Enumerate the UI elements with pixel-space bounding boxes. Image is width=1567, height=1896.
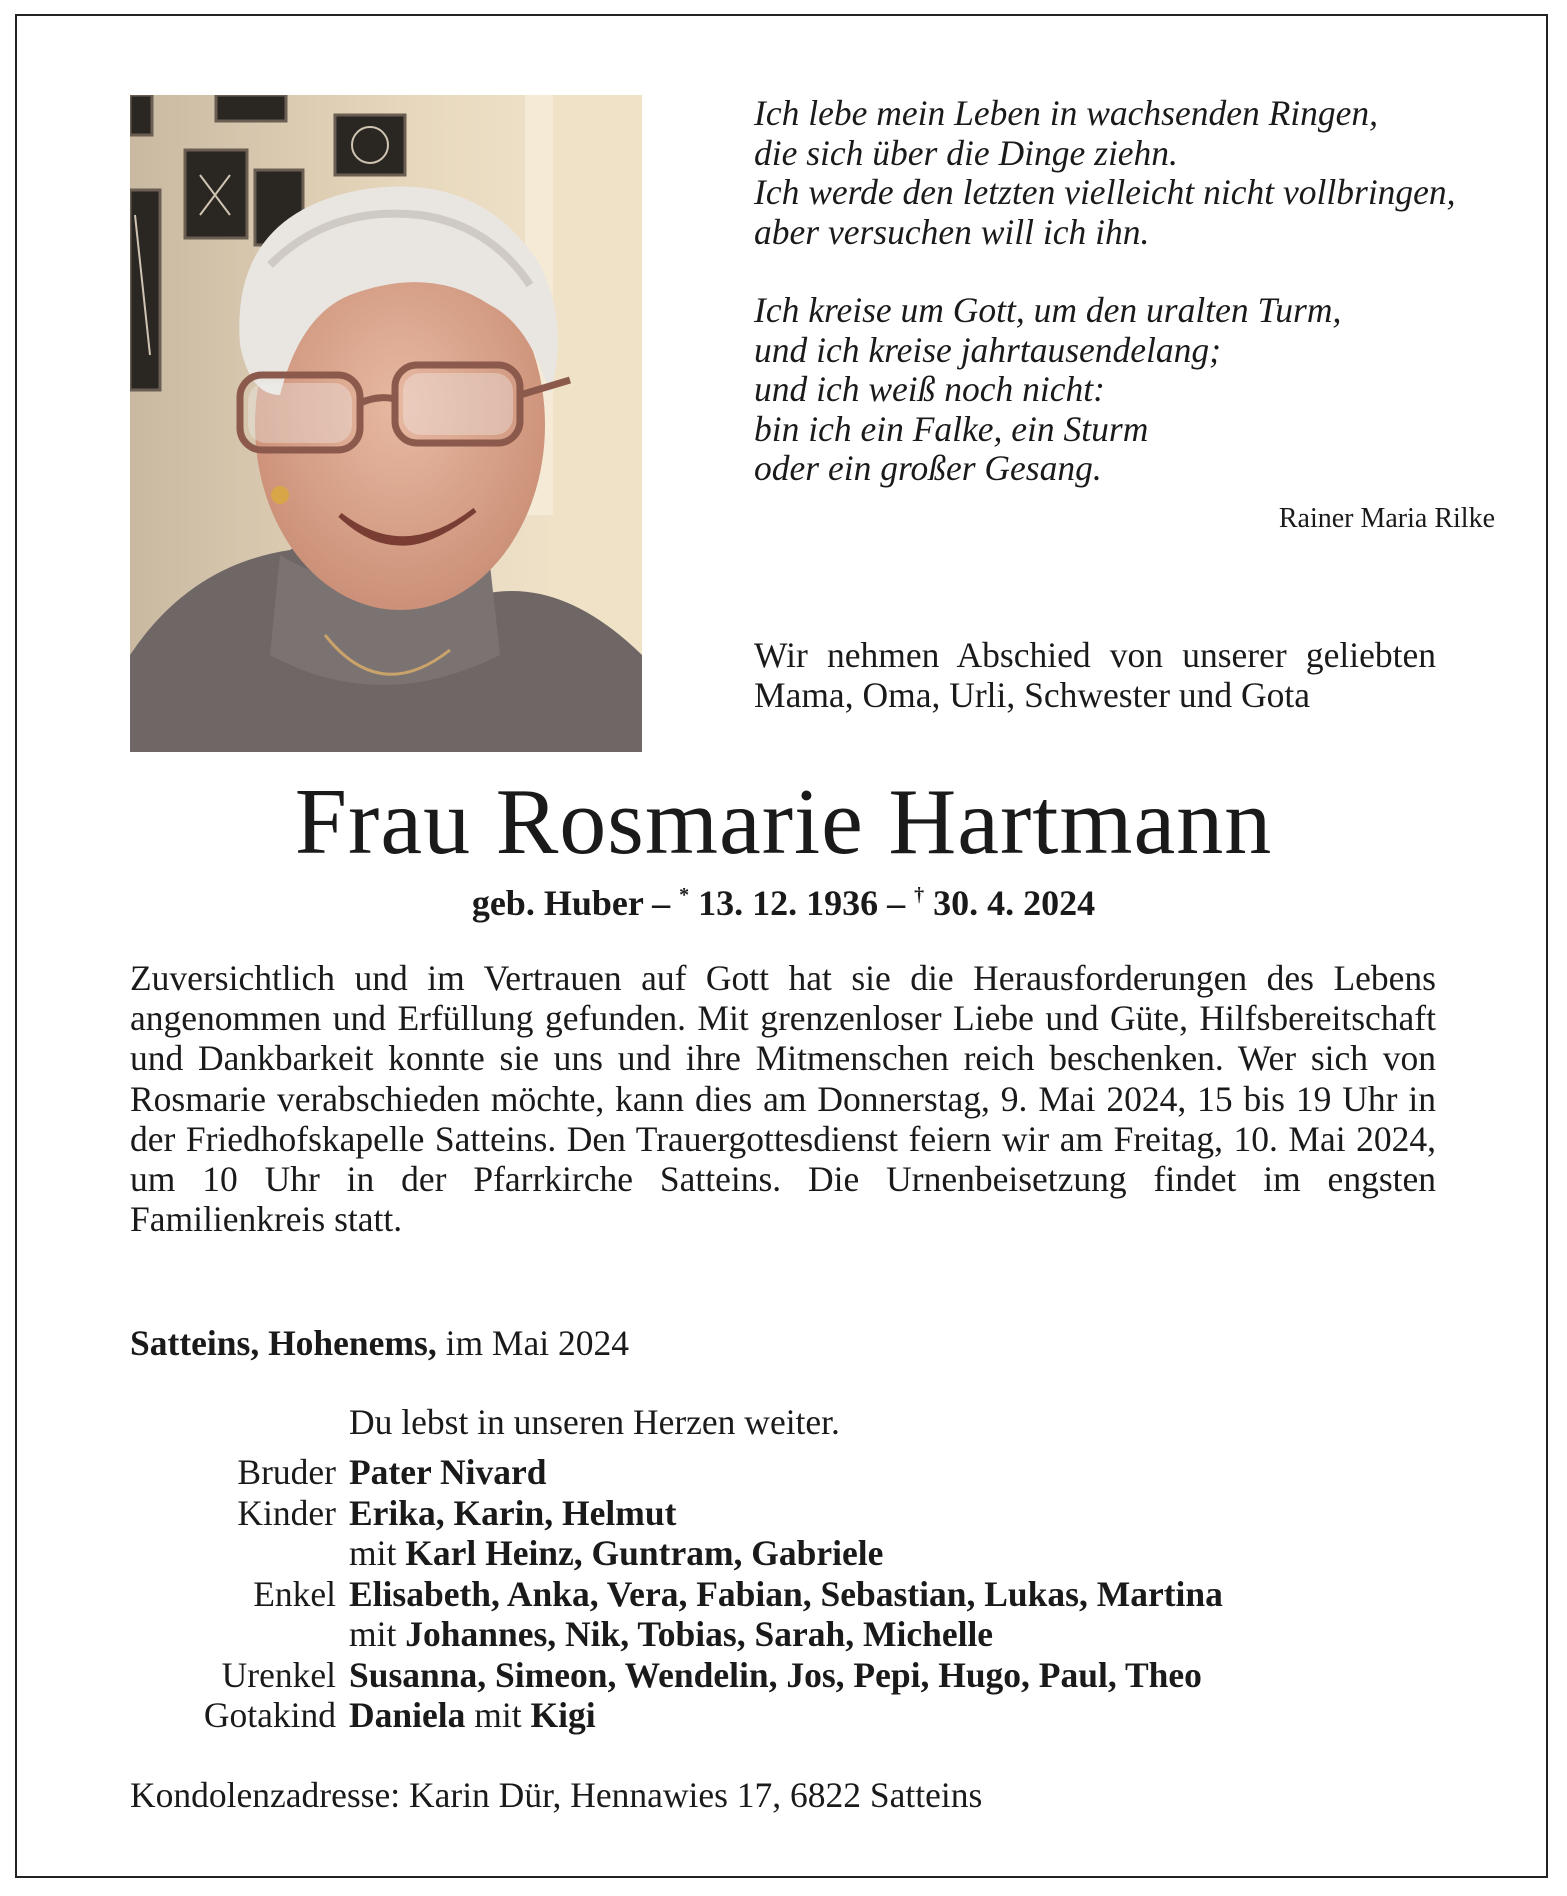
family-relation: Urenkel	[221, 1654, 336, 1695]
condolence-address: Kondolenzadresse: Karin Dür, Hennawies 17, 6822 Satteins	[130, 1775, 983, 1815]
poem-line: Ich lebe mein Leben in wachsenden Ringen,	[754, 93, 1379, 133]
family-relation: Enkel	[253, 1573, 336, 1614]
life-dates	[0, 882, 1567, 924]
death-symbol: †	[914, 884, 925, 906]
family-relation: Bruder	[237, 1452, 336, 1492]
poem-line: und ich weiß noch nicht:	[754, 369, 1105, 409]
poem-line: die sich über die Dinge ziehn.	[754, 132, 1178, 173]
family-row	[0, 1533, 1567, 1574]
deceased-name: Frau Rosmarie Hartmann	[294, 770, 1273, 874]
birth-date: 13. 12. 1936	[689, 883, 879, 923]
farewell-text: Wir nehmen Abschied von unserer geliebten Mama, Oma, Urli, Schwester und Gota	[754, 635, 1436, 715]
family-names: Kigi	[530, 1695, 596, 1735]
poem-line: bin ich ein Falke, ein Sturm	[754, 408, 1149, 449]
family-row	[0, 1655, 1567, 1696]
family-relation: Kinder	[237, 1492, 336, 1533]
poem-author: Rainer Maria Rilke	[1278, 503, 1495, 534]
family-names: Elisabeth, Anka, Vera, Fabian, Sebastian, Lukas, Martina	[349, 1573, 1223, 1614]
family-names: Susanna, Simeon, Wendelin, Jos, Pepi, Hugo, Paul, Theo	[349, 1654, 1202, 1695]
death-date: 30. 4. 2024	[924, 883, 1096, 923]
family-names: Erika, Karin, Helmut	[349, 1492, 677, 1533]
family-row	[0, 1614, 1567, 1655]
family-row	[0, 1695, 1567, 1736]
birth-symbol: *	[679, 884, 690, 906]
family-mit: mit	[349, 1533, 406, 1573]
place-date-line	[130, 1322, 629, 1364]
family-relation: Gotakind	[203, 1695, 336, 1735]
rilke-poem	[754, 94, 1514, 528]
obituary-text: Zuversichtlich und im Vertrauen auf Gott hat sie die Herausforderungen des Lebens angenommen und Erfüllung gefunden. Mit grenzenloser Liebe und Güte, Hilfsbereitschaft und Dankbarkeit konnte sie uns und ihre Mitmenschen reich beschenken. Wer sich von Rosmarie verabschieden möchte, kann dies am Donnerstag, 9. Mai 2024, 15 bis 19 Uhr in der Friedhofskapelle Satteins. Den Trauergottesdienst feiern wir am Freitag, 10. Mai 2024, um 10 Uhr in der Pfarrkirche Satteins. Die Urnenbeisetzung findet im engsten Familienkreis statt.	[130, 958, 1436, 1240]
place-date: im Mai 2024	[436, 1323, 629, 1363]
family-mit: mit	[349, 1614, 406, 1654]
date-separator: –	[643, 883, 680, 923]
poem-line: oder ein großer Gesang.	[754, 448, 1102, 488]
portrait-photo	[130, 95, 642, 752]
poem-stanza-1	[754, 94, 1514, 252]
family-names: Daniela	[349, 1695, 466, 1735]
poem-line: Ich werde den letzten vielleicht nicht vollbringen,	[754, 172, 1456, 212]
family-row	[0, 1452, 1567, 1493]
poem-line: und ich kreise jahrtausendelang;	[754, 329, 1221, 370]
family-list	[0, 1452, 1567, 1736]
date-separator: –	[878, 883, 915, 923]
maiden-name: geb. Huber	[471, 883, 644, 923]
family-row	[0, 1574, 1567, 1615]
family-names-line	[349, 1533, 883, 1574]
family-row	[0, 1493, 1567, 1534]
family-names: Pater Nivard	[349, 1452, 547, 1492]
family-names-line	[349, 1614, 993, 1655]
family-names-line	[349, 1695, 596, 1736]
place-towns: Satteins, Hohenems,	[130, 1323, 437, 1363]
motto: Du lebst in unseren Herzen weiter.	[349, 1402, 840, 1442]
family-names: Karl Heinz, Guntram, Gabriele	[405, 1533, 884, 1573]
family-names: Johannes, Nik, Tobias, Sarah, Michelle	[405, 1614, 994, 1654]
poem-line: Ich kreise um Gott, um den uralten Turm,	[754, 290, 1342, 330]
poem-stanza-2	[754, 291, 1514, 489]
poem-line: aber versuchen will ich ihn.	[754, 211, 1150, 252]
family-mit: mit	[465, 1695, 531, 1735]
